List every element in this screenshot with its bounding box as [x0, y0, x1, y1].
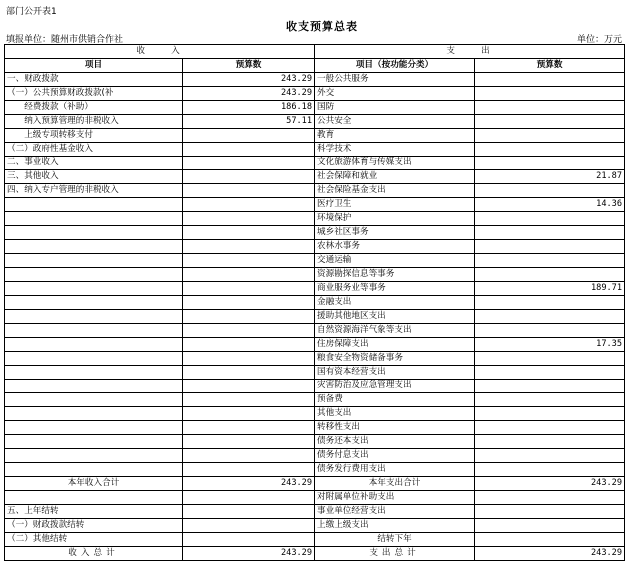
expense-item-cell: 金融支出 — [315, 295, 475, 309]
expense-value-cell — [475, 254, 625, 268]
table-row — [5, 198, 625, 212]
table-row — [5, 504, 625, 518]
table-row — [5, 309, 625, 323]
income-item-cell — [5, 240, 183, 254]
income-value-cell — [183, 421, 315, 435]
expense-item-cell: 一般公共服务 — [315, 72, 475, 86]
expense-value-cell: 14.36 — [475, 198, 625, 212]
table-row — [5, 337, 625, 351]
grand-total-row — [5, 546, 625, 560]
income-total-label: 本年收入合计 — [5, 477, 183, 491]
income-value-cell — [183, 504, 315, 518]
expense-item-cell: 债务还本支出 — [315, 435, 475, 449]
expense-value-cell — [475, 532, 625, 546]
table-row — [5, 281, 625, 295]
expense-item-cell: 转移性支出 — [315, 421, 475, 435]
expense-item-cell: 债务付息支出 — [315, 449, 475, 463]
expense-item-cell: 自然资源海洋气象等支出 — [315, 323, 475, 337]
income-value-cell — [183, 351, 315, 365]
table-row — [5, 142, 625, 156]
expense-item-cell: 其他支出 — [315, 407, 475, 421]
income-item-cell — [5, 449, 183, 463]
currency-unit: 单位：万元 — [576, 35, 622, 45]
income-item-cell: 三、其他收入 — [5, 170, 183, 184]
expense-item-cell: 国有资本经营支出 — [315, 365, 475, 379]
income-value-cell — [183, 532, 315, 546]
income-value-cell — [183, 184, 315, 198]
table-row — [5, 421, 625, 435]
income-value-cell — [183, 309, 315, 323]
income-value-cell — [183, 491, 315, 505]
income-value-cell — [183, 281, 315, 295]
expense-value-cell — [475, 407, 625, 421]
income-item-cell: 一、财政拨款 — [5, 72, 183, 86]
income-item-cell — [5, 212, 183, 226]
table-row — [5, 128, 625, 142]
income-item-cell — [5, 268, 183, 282]
expense-value-cell: 17.35 — [475, 337, 625, 351]
income-item-cell — [5, 379, 183, 393]
income-grand-value: 243.29 — [183, 546, 315, 560]
table-row — [5, 114, 625, 128]
income-item-cell: （二）政府性基金收入 — [5, 142, 183, 156]
table-row — [5, 72, 625, 86]
table-row — [5, 226, 625, 240]
expense-value-cell — [475, 463, 625, 477]
income-value-cell — [183, 379, 315, 393]
income-item-cell — [5, 323, 183, 337]
income-item-cell — [5, 254, 183, 268]
table-row — [5, 323, 625, 337]
income-item-cell — [5, 309, 183, 323]
table-row — [5, 435, 625, 449]
table-body — [5, 72, 625, 560]
expense-value-cell — [475, 421, 625, 435]
expense-item-cell: 城乡社区事务 — [315, 226, 475, 240]
income-value-cell: 243.29 — [183, 86, 315, 100]
expense-item-cell: 社会保障和就业 — [315, 170, 475, 184]
expense-value-cell — [475, 365, 625, 379]
expense-item-cell: 科学技术 — [315, 142, 475, 156]
income-item-cell — [5, 198, 183, 212]
income-value-cell — [183, 323, 315, 337]
expense-value-cell — [475, 435, 625, 449]
table-row — [5, 268, 625, 282]
income-item-cell: 五、上年结转 — [5, 504, 183, 518]
table-row — [5, 295, 625, 309]
expense-item-cell: 国防 — [315, 100, 475, 114]
expense-item-cell: 对附属单位补助支出 — [315, 491, 475, 505]
column-header-row — [5, 58, 625, 72]
expense-value-cell — [475, 114, 625, 128]
expense-item-cell: 债务发行费用支出 — [315, 463, 475, 477]
income-value-cell — [183, 170, 315, 184]
expense-value-cell — [475, 309, 625, 323]
expense-value-cell — [475, 491, 625, 505]
expense-item-cell: 文化旅游体育与传媒支出 — [315, 156, 475, 170]
income-value-cell: 57.11 — [183, 114, 315, 128]
income-value-cell — [183, 393, 315, 407]
expense-item-cell: 上缴上级支出 — [315, 518, 475, 532]
income-value-cell — [183, 142, 315, 156]
income-value-cell — [183, 156, 315, 170]
table-row — [5, 379, 625, 393]
income-item-cell: 纳入预算管理的非税收入 — [5, 114, 183, 128]
col-expense-item: 项目（按功能分类） — [315, 58, 475, 72]
expense-value-cell — [475, 128, 625, 142]
table-row — [5, 351, 625, 365]
expense-value-cell — [475, 449, 625, 463]
col-income-budget: 预算数 — [183, 58, 315, 72]
expense-grand-value: 243.29 — [475, 546, 625, 560]
table-row — [5, 463, 625, 477]
income-value-cell — [183, 463, 315, 477]
expense-total-value: 243.29 — [475, 477, 625, 491]
income-value-cell — [183, 295, 315, 309]
income-item-cell: 四、纳入专户管理的非税收入 — [5, 184, 183, 198]
expense-item-cell: 教育 — [315, 128, 475, 142]
expense-item-cell: 公共安全 — [315, 114, 475, 128]
expense-item-cell: 环境保护 — [315, 212, 475, 226]
expense-value-cell — [475, 142, 625, 156]
income-item-cell: 经费拨款（补助） — [5, 100, 183, 114]
expense-item-cell: 灾害防治及应急管理支出 — [315, 379, 475, 393]
income-value-cell — [183, 518, 315, 532]
income-item-cell: （一）公共预算财政拨款(补 — [5, 86, 183, 100]
income-item-cell — [5, 337, 183, 351]
expense-value-cell — [475, 268, 625, 282]
expense-value-cell — [475, 351, 625, 365]
table-row — [5, 184, 625, 198]
expense-item-cell: 事业单位经营支出 — [315, 504, 475, 518]
income-grand-label: 收入总计 — [5, 546, 183, 560]
expense-value-cell — [475, 240, 625, 254]
income-item-cell — [5, 435, 183, 449]
expense-item-cell: 社会保险基金支出 — [315, 184, 475, 198]
expense-item-cell: 交通运输 — [315, 254, 475, 268]
income-item-cell — [5, 393, 183, 407]
expense-item-cell: 外交 — [315, 86, 475, 100]
expense-value-cell — [475, 393, 625, 407]
expense-value-cell — [475, 72, 625, 86]
income-value-cell — [183, 337, 315, 351]
annual-total-row — [5, 477, 625, 491]
income-item-cell: （二）其他结转 — [5, 532, 183, 546]
table-row — [5, 240, 625, 254]
expense-item-cell: 住房保障支出 — [315, 337, 475, 351]
table-row — [5, 518, 625, 532]
expense-value-cell — [475, 100, 625, 114]
income-value-cell — [183, 407, 315, 421]
income-value-cell: 186.18 — [183, 100, 315, 114]
expense-value-cell: 21.87 — [475, 170, 625, 184]
income-value-cell — [183, 254, 315, 268]
income-item-cell: 二、事业收入 — [5, 156, 183, 170]
budget-table — [4, 44, 625, 561]
income-item-cell: 上级专项转移支付 — [5, 128, 183, 142]
expense-item-cell: 资源勘探信息等事务 — [315, 268, 475, 282]
form-code-label: 部门公开表1 — [6, 7, 57, 17]
expense-value-cell — [475, 379, 625, 393]
income-value-cell — [183, 212, 315, 226]
expense-section-header: 支 出 — [315, 45, 625, 59]
expense-value-cell — [475, 504, 625, 518]
table-row — [5, 212, 625, 226]
expense-item-cell: 预备费 — [315, 393, 475, 407]
income-value-cell — [183, 128, 315, 142]
expense-value-cell — [475, 86, 625, 100]
income-value-cell — [183, 435, 315, 449]
page-title: 收支预算总表 — [286, 20, 358, 33]
expense-total-label: 本年支出合计 — [315, 477, 475, 491]
expense-item-cell: 农林水事务 — [315, 240, 475, 254]
table-row — [5, 393, 625, 407]
expense-item-cell: 商业服务业等事务 — [315, 281, 475, 295]
income-total-value: 243.29 — [183, 477, 315, 491]
income-value-cell — [183, 449, 315, 463]
expense-value-cell — [475, 184, 625, 198]
income-value-cell: 243.29 — [183, 72, 315, 86]
expense-item-cell: 医疗卫生 — [315, 198, 475, 212]
carry-forward-label: 结转下年 — [315, 532, 475, 546]
table-row — [5, 365, 625, 379]
table-row — [5, 170, 625, 184]
income-item-cell — [5, 365, 183, 379]
table-row — [5, 407, 625, 421]
income-item-cell — [5, 351, 183, 365]
table-row — [5, 86, 625, 100]
income-item-cell — [5, 463, 183, 477]
reporting-unit: 填报单位：随州市供销合作社 — [6, 35, 124, 45]
table-row — [5, 254, 625, 268]
income-item-cell: （一）财政拨款结转 — [5, 518, 183, 532]
table-row — [5, 449, 625, 463]
income-value-cell — [183, 240, 315, 254]
expense-value-cell — [475, 295, 625, 309]
expense-value-cell — [475, 226, 625, 240]
expense-item-cell: 粮食安全物资储备事务 — [315, 351, 475, 365]
income-value-cell — [183, 198, 315, 212]
income-item-cell — [5, 491, 183, 505]
col-expense-budget: 预算数 — [475, 58, 625, 72]
income-item-cell — [5, 226, 183, 240]
expense-grand-label: 支出总计 — [315, 546, 475, 560]
income-value-cell — [183, 365, 315, 379]
table-row — [5, 100, 625, 114]
income-item-cell — [5, 281, 183, 295]
table-row — [5, 156, 625, 170]
table-row — [5, 491, 625, 505]
income-section-header: 收 入 — [5, 45, 315, 59]
expense-value-cell — [475, 323, 625, 337]
income-value-cell — [183, 268, 315, 282]
expense-value-cell: 189.71 — [475, 281, 625, 295]
income-value-cell — [183, 226, 315, 240]
expense-value-cell — [475, 212, 625, 226]
expense-value-cell — [475, 518, 625, 532]
income-item-cell — [5, 407, 183, 421]
expense-item-cell: 援助其他地区支出 — [315, 309, 475, 323]
carry-row — [5, 532, 625, 546]
income-item-cell — [5, 421, 183, 435]
section-header-row — [5, 45, 625, 59]
col-income-item: 项目 — [5, 58, 183, 72]
income-item-cell — [5, 295, 183, 309]
expense-value-cell — [475, 156, 625, 170]
